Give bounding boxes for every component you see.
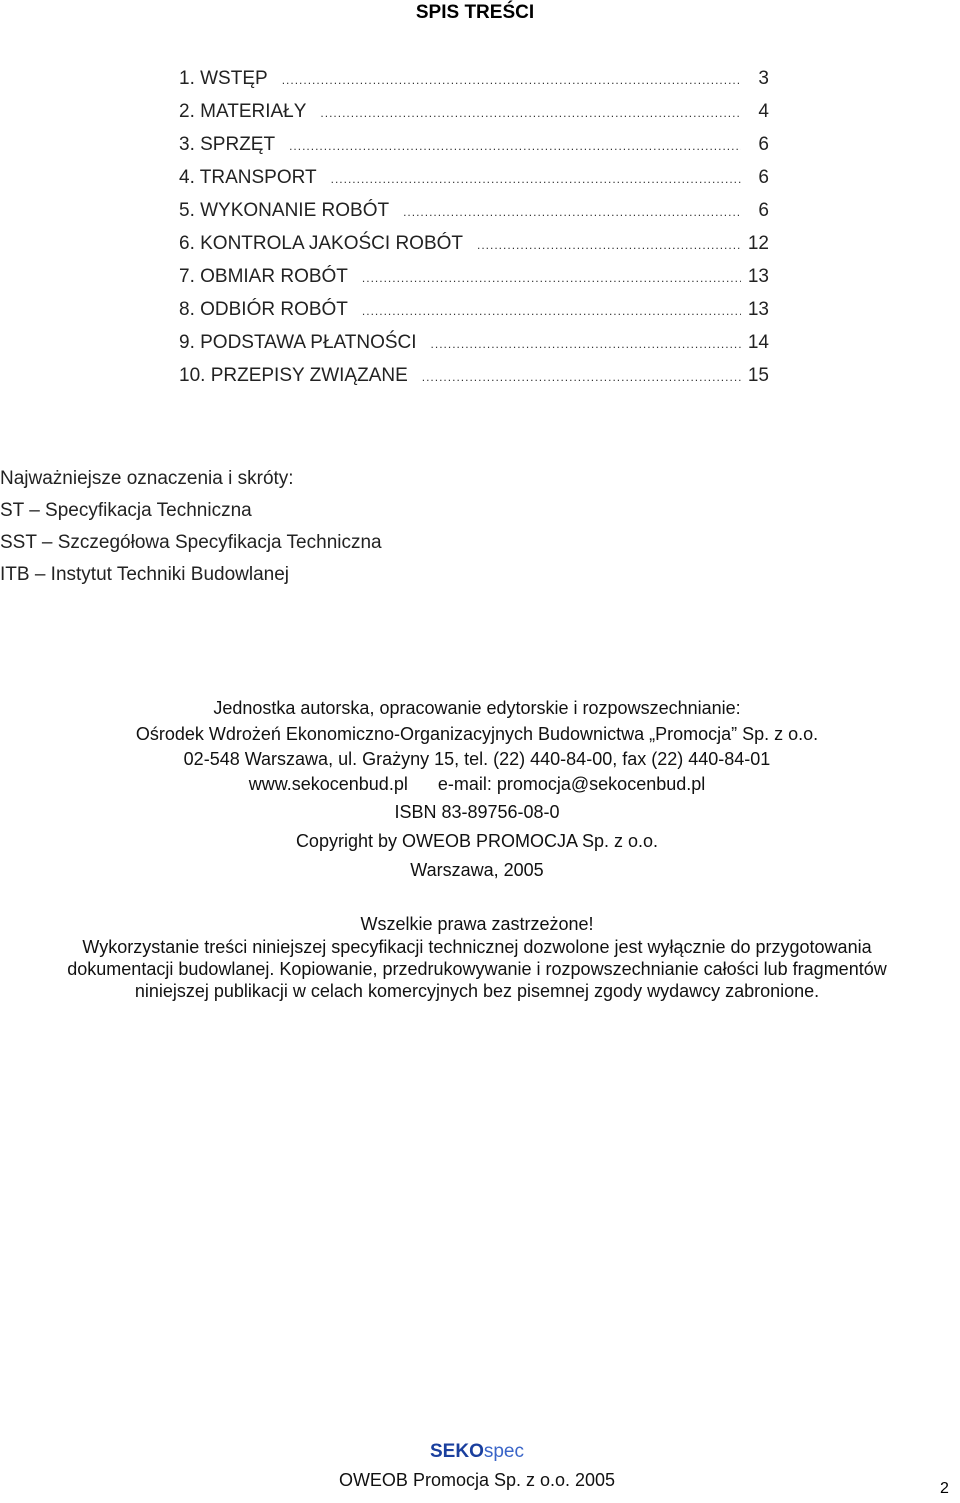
toc-item[interactable] (179, 332, 769, 365)
page-title: SPIS TREŚCI (415, 2, 535, 23)
toc-leader (282, 73, 741, 87)
toc-item[interactable] (179, 68, 769, 101)
toc-page: 12 (747, 233, 769, 254)
toc-label: 3. SPRZĘT (179, 134, 276, 155)
toc-label: 2. MATERIAŁY (179, 101, 307, 122)
toc-leader (331, 172, 741, 186)
publisher-contact (0, 774, 954, 795)
toc-item[interactable] (179, 233, 769, 266)
toc-leader (320, 106, 741, 120)
abbreviations-section (0, 463, 382, 591)
toc-item[interactable] (179, 134, 769, 167)
logo-text-bold: SEKO (430, 1441, 484, 1462)
publisher-line: Jednostka autorska, opracowanie edytorskie i rozpowszechnianie: (213, 698, 741, 718)
toc-label: 6. KONTROLA JAKOŚCI ROBÓT (179, 233, 464, 254)
rights-text: dokumentacji budowlanej. Kopiowanie, przedrukowywanie i rozpowszechnianie całości lub fragmentów (67, 959, 887, 979)
toc-page: 13 (747, 266, 769, 287)
rights-text: niniejszej publikacji w celach komercyjnych bez pisemnej zgody wydawcy zabronione. (134, 981, 820, 1001)
toc-leader (431, 337, 741, 351)
toc-leader (362, 304, 741, 318)
logo-text-light: spec (483, 1441, 524, 1462)
toc-leader (422, 370, 741, 384)
toc-page: 6 (758, 200, 769, 221)
toc-page: 13 (747, 299, 769, 320)
abbreviation-item: ST – Specyfikacja Techniczna (0, 500, 252, 521)
toc-label: 8. ODBIÓR ROBÓT (179, 299, 348, 320)
toc-label: 5. WYKONANIE ROBÓT (179, 200, 390, 221)
publisher-line: Ośrodek Wdrożeń Ekonomiczno-Organizacyjnych Budownictwa „Promocja” Sp. z o.o. (135, 724, 819, 744)
page-number: 2 (940, 1480, 949, 1497)
sekospec-logo (0, 1441, 954, 1463)
toc-page: 14 (747, 332, 769, 353)
isbn: ISBN 83-89756-08-0 (394, 802, 560, 822)
toc-item[interactable] (179, 266, 769, 299)
table-of-contents (179, 68, 769, 398)
toc-item[interactable] (179, 167, 769, 200)
toc-page: 4 (758, 101, 769, 122)
rights-heading: Wszelkie prawa zastrzeżone! (360, 914, 594, 934)
abbreviation-item: ITB – Instytut Techniki Budowlanej (0, 564, 290, 585)
toc-label: 9. PODSTAWA PŁATNOŚCI (179, 332, 417, 353)
copyright: Copyright by OWEOB PROMOCJA Sp. z o.o. (295, 831, 659, 851)
toc-leader (289, 139, 741, 153)
toc-item[interactable] (179, 200, 769, 233)
abbreviation-item: SST – Szczegółowa Specyfikacja Techniczna (0, 532, 382, 553)
footer-text: OWEOB Promocja Sp. z o.o. 2005 (338, 1470, 616, 1490)
toc-label: 1. WSTĘP (179, 68, 268, 89)
place-year: Warszawa, 2005 (410, 860, 544, 880)
toc-item[interactable] (179, 101, 769, 134)
abbreviations-heading: Najważniejsze oznaczenia i skróty: (0, 468, 294, 489)
publisher-address: 02-548 Warszawa, ul. Grażyny 15, tel. (22) 440-84-00, fax (22) 440-84-01 (183, 749, 771, 769)
toc-page: 3 (758, 68, 769, 89)
toc-item[interactable] (179, 299, 769, 332)
toc-page: 6 (758, 134, 769, 155)
toc-leader (477, 238, 741, 252)
toc-label: 10. PRZEPISY ZWIĄZANE (179, 365, 408, 386)
toc-page: 6 (758, 167, 769, 188)
email-link[interactable]: e-mail: promocja@sekocenbud.pl (437, 774, 706, 794)
toc-label: 7. OBMIAR ROBÓT (179, 266, 348, 287)
toc-item[interactable] (179, 365, 769, 398)
toc-leader (403, 205, 741, 219)
rights-text: Wykorzystanie treści niniejszej specyfikacji technicznej dozwolone jest wyłącznie do przygotowania (82, 937, 872, 957)
toc-label: 4. TRANSPORT (179, 167, 317, 188)
toc-leader (362, 271, 741, 285)
website-link[interactable]: www.sekocenbud.pl (248, 774, 408, 794)
toc-page: 15 (747, 365, 769, 386)
